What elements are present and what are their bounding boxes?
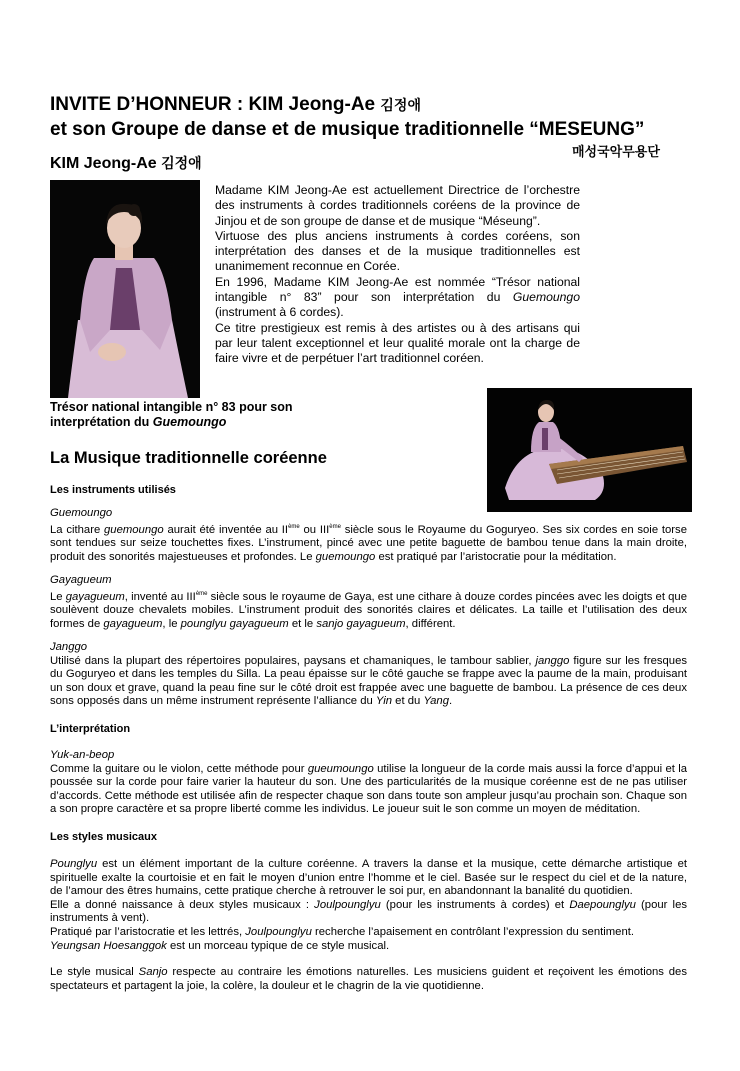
portrait-photo — [50, 180, 200, 398]
artist-name: KIM Jeong-Ae — [50, 155, 157, 172]
title-hangul: 김정애 — [380, 97, 421, 113]
janggo-name: Janggo — [50, 641, 88, 653]
gayagueum-block — [50, 574, 687, 631]
styles-heading: Les styles musicaux — [50, 831, 158, 843]
page-title — [50, 92, 710, 118]
intro-text — [215, 183, 580, 367]
title-line-1: INVITE D’HONNEUR : KIM Jeong-Ae — [50, 94, 376, 115]
interpretation-text: Comme la guitare ou le violon, cette méthode pour gueumoungo utilise la longueur de la corde mais aussi la force d’appui et la poussée sur la corde pour faire varier la hauteur du son. Une des particularités de la musique coréenne est de ne pas utiliser d’accords. Cette méthode est utilisée afin de respecter chaque son dans toute son ampleur jusqu’au prochain son. Chaque son a son propre caractère et sa propre liberté comme les individus. Le joueur suit le son comme un moyen de méditation. — [50, 762, 687, 816]
artist-subtitle — [50, 153, 202, 173]
yuk-an-beop-name: Yuk-an-beop — [50, 749, 115, 761]
intro-paragraph-2: Virtuose des plus anciens instruments à cordes coréens, son interprétation des danses et de la musique traditionnelles est unanimement reconnue en Corée. — [215, 228, 580, 274]
gayagueum-name: Gayagueum — [50, 574, 112, 586]
guemoungo-text: La cithare guemoungo aurait été inventée au IIème ou IIIème siècle sous le Royaume du Goguryeo. Ses six cordes en soie torse sont tendues sur seize touchettes fixes. L’instrument, pincé avec une petite baguette de bambou tenue dans la main droite, produit des sonorités majestueuses et profondes. Le guemoungo est pratiqué par l’aristocratie pour la méditation. — [50, 523, 687, 563]
section-title: La Musique traditionnelle coréenne — [50, 449, 327, 467]
group-hangul-name: 매성국악무용단 — [572, 144, 660, 159]
janggo-text: Utilisé dans la plupart des répertoires populaires, paysans et chamaniques, le tambour sablier, janggo figure sur les fresques du Goguryeo et dans les temples du Silla. La peau épaisse sur le côté gauche se frappe avec la paume de la main, produisant un son doux et grave, quand la peau fine sur le côté droit est frappée avec une baguette de bambou. La présence de ces deux sons opposés dans un même instrument représente l’alliance du Yin et du Yang. — [50, 654, 688, 708]
gayagueum-text: Le gayagueum, inventé au IIIème siècle sous le royaume de Gaya, est une cithare à douze cordes pincées avec les doigts et que soulèvent douze chevalets mobiles. L’instrument produit des sonorités claires et délicates. La taille et l’utilisation des deux formes de gayagueum, le pounglyu gayagueum et le sanjo gayagueum, différent. — [50, 590, 687, 630]
styles-paragraph-1: Pounglyu est un élément important de la culture coréenne. A travers la danse et la musique, cette démarche artistique et spirituelle exalte la courtoisie et en fait le moyen d’union entre l’homme et le ciel. Basée sur le respect du ciel et de la nature, de l’amour des êtres humains, cette pratique cherche à retrouver le soi pur, en abandonnant la banalité du quotidien. — [50, 858, 687, 898]
styles-paragraph-5: Le style musical Sanjo respecte au contraire les émotions naturelles. Les musiciens guident et reçoivent les émotions des spectateurs et partagent la joie, la colère, la douleur et le chagrin de la vie quotidienne. — [50, 966, 687, 992]
intro-paragraph-1: Madame KIM Jeong-Ae est actuellement Directrice de l’orchestre des instruments à cordes traditionnels coréens de la province de Jinjou et de son groupe de danse et de musique “Méseung”. — [215, 183, 580, 228]
portrait-caption: Trésor national intangible n° 83 pour son interprétation du Guemoungo — [50, 400, 293, 429]
styles-paragraph-2: Elle a donné naissance à deux styles musicaux : Joulpounglyu (pour les instruments à cordes) et Daepounglyu (pour les instruments à vent). — [50, 898, 687, 925]
performance-photo — [487, 388, 692, 512]
intro-paragraph-3: En 1996, Madame KIM Jeong-Ae est nommée “Trésor national intangible n° 83” pour son interprétation du Guemoungo (instrument à 6 cordes). — [215, 274, 580, 320]
intro-paragraph-4: Ce titre prestigieux est remis à des artistes ou à des artisans qui par leur talent exceptionnel et leur qualité morale ont la charge de faire vivre et de perpétuer l’art traditionnel coréen. — [215, 320, 580, 366]
styles-block — [50, 858, 687, 993]
guemoungo-name: Guemoungo — [50, 507, 113, 519]
guemoungo-block — [50, 507, 687, 564]
interpretation-heading: L’interprétation — [50, 723, 131, 735]
styles-paragraph-4: Yeungsan Hoesanggok est un morceau typique de ce style musical. — [50, 939, 390, 952]
instruments-heading: Les instruments utilisés — [50, 484, 176, 496]
title-line-2: et son Groupe de danse et de musique traditionnelle “MESEUNG” — [50, 119, 645, 140]
interpretation-block — [50, 749, 687, 817]
styles-paragraph-3: Pratiqué par l’aristocratie et les lettrés, Joulpounglyu recherche l’apaisement en contrôlant l’expression du sentiment. — [50, 925, 635, 938]
janggo-block — [50, 641, 687, 709]
artist-hangul: 김정애 — [161, 155, 202, 171]
